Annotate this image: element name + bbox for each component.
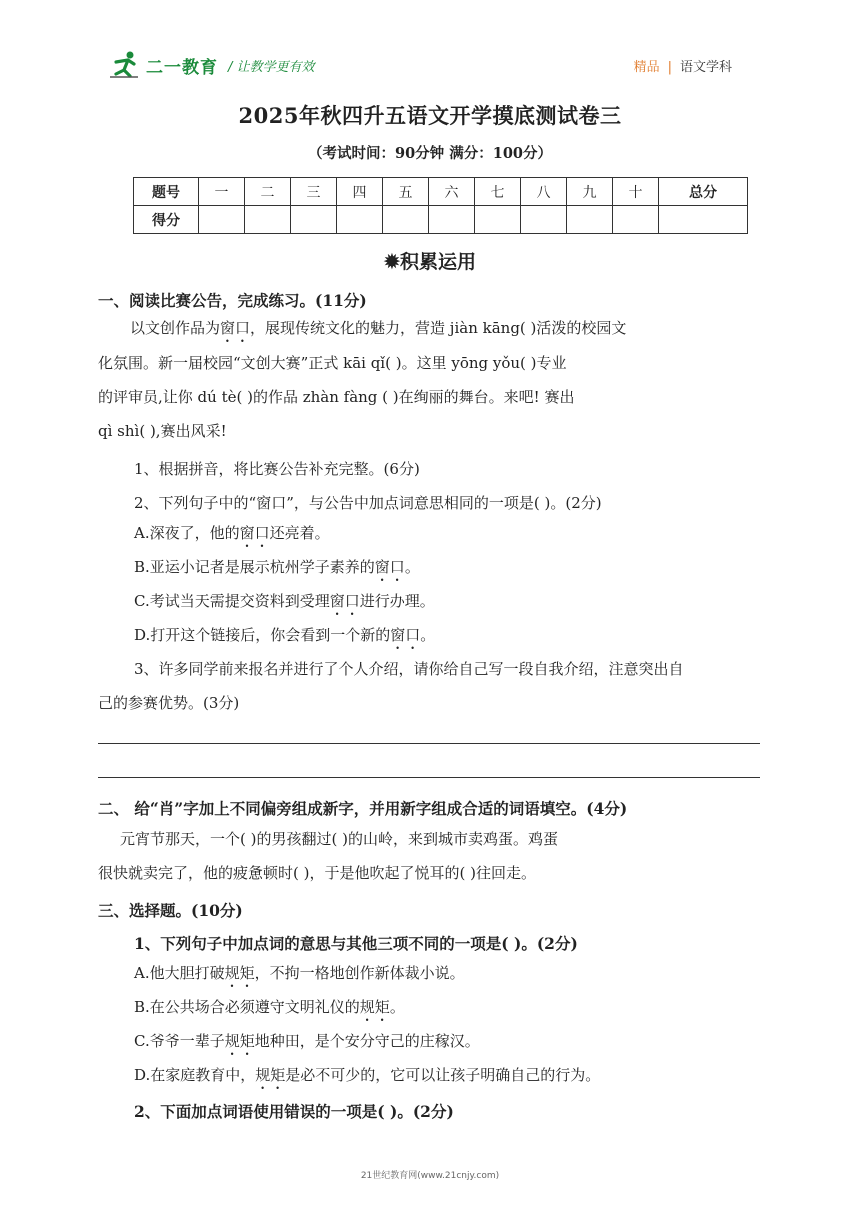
score-blank[interactable] [429, 206, 475, 234]
score-cell: 五 [383, 178, 429, 206]
q1-sub2: 2、下列句子中的“窗口”，与公告中加点词意思相同的一项是( )。(2分) [134, 494, 602, 512]
answer-line[interactable] [98, 743, 760, 744]
dotted-word: 规矩 [359, 998, 390, 1016]
score-table-score-row [134, 206, 748, 234]
answer-line[interactable] [98, 777, 760, 778]
score-blank[interactable] [337, 206, 383, 234]
text-run: 还亮着。 [269, 524, 330, 542]
score-cell: 七 [475, 178, 521, 206]
dotted-word: 规矩 [224, 1032, 255, 1050]
q3-title: 三、选择题。(10分) [98, 901, 243, 920]
runner-logo-icon [108, 50, 142, 80]
tag-divider: | [667, 60, 672, 75]
text-run: A.他大胆打破 [134, 964, 225, 982]
text-run: ，展现传统文化的魅力，营造 jiàn kāng( )活泼的校园文 [250, 319, 627, 337]
tag-jingpin: 精品 [633, 60, 660, 75]
page-footer: 21世纪教育网(www.21cnjy.com) [360, 1171, 500, 1181]
text-run: 。 [420, 626, 436, 644]
q1-sub1: 1、根据拼音，将比赛公告补充完整。(6分) [134, 460, 420, 478]
section-title: ✹积累运用 [384, 251, 476, 273]
page-subtitle: （考试时间：90分钟 满分：100分） [308, 145, 552, 162]
dotted-word: 窗口 [220, 319, 251, 337]
text-run: ，不拘一格地创作新体裁小说。 [254, 964, 465, 982]
slogan-text: 让教学更有效 [236, 59, 315, 75]
q2-passage [98, 822, 762, 890]
q1-sub3-line: 3、许多同学前来报名并进行了个人介绍，请你给自己写一段自我介绍，注意突出自 [134, 660, 684, 678]
text-run: C.考试当天需提交资料到受理 [134, 592, 330, 610]
text-run: B.在公共场合必须遵守文明礼仪的 [134, 998, 360, 1016]
q1-option-c[interactable] [134, 590, 435, 619]
score-cell: 四 [337, 178, 383, 206]
score-blank[interactable] [567, 206, 613, 234]
q1-passage-line: 化氛围。新一届校园“文创大赛”正式 kāi qǐ( )。这里 yōng yǒu( )专业 [98, 354, 567, 372]
text-run: 进行办理。 [359, 592, 435, 610]
text-run: B.亚运小记者是展示杭州学子素养的 [134, 558, 375, 576]
score-blank[interactable] [383, 206, 429, 234]
text-run: D.在家庭教育中， [134, 1066, 256, 1084]
dotted-word: 窗口 [329, 592, 360, 610]
text-run: 。 [404, 558, 420, 576]
score-cell: 总分 [659, 178, 748, 206]
score-cell: 十 [613, 178, 659, 206]
q1-passage [98, 311, 762, 448]
q2-passage-line: 很快就卖完了，他的疲惫顿时( )，于是他吹起了悦耳的( )往回走。 [98, 864, 536, 882]
header-logo [108, 48, 315, 82]
q1-option-a[interactable] [134, 522, 330, 551]
score-table-header-row [134, 178, 748, 206]
q3-option-c[interactable] [134, 1030, 480, 1059]
score-cell: 二 [245, 178, 291, 206]
text-run: 。 [389, 998, 405, 1016]
text-run: 以文创作品为 [130, 319, 221, 337]
slogan: / 让教学更有效 [228, 59, 315, 75]
score-blank[interactable] [659, 206, 748, 234]
score-blank[interactable] [475, 206, 521, 234]
text-run: A.深夜了，他的 [134, 524, 240, 542]
dotted-word: 规矩 [255, 1066, 286, 1084]
q1-title: 一、阅读比赛公告，完成练习。(11分) [98, 291, 367, 310]
score-row-label: 得分 [134, 206, 199, 234]
text-run: C.爷爷一辈子 [134, 1032, 225, 1050]
score-cell: 题号 [134, 178, 199, 206]
text-run: D.打开这个链接后，你会看到一个新的 [134, 626, 391, 644]
q1-sub3-line: 己的参赛优势。(3分) [98, 694, 240, 712]
score-cell: 三 [291, 178, 337, 206]
q2-passage-line: 元宵节那天，一个( )的男孩翻过( )的山岭，来到城市卖鸡蛋。鸡蛋 [120, 830, 558, 848]
score-blank[interactable] [291, 206, 337, 234]
q2-title: 二、 给“肖”字加上不同偏旁组成新字，并用新字组成合适的词语填空。(4分) [98, 799, 628, 818]
q1-passage-line: 的评审员,让你 dú tè( )的作品 zhàn fàng ( )在绚丽的舞台。来吧! 赛出 [98, 388, 575, 406]
text-run: 是必不可少的，它可以让孩子明确自己的行为。 [285, 1066, 601, 1084]
score-table [133, 177, 748, 234]
score-cell: 九 [567, 178, 613, 206]
header-tags [634, 56, 732, 75]
logo-text: 二一教育 [146, 57, 218, 78]
q1-option-b[interactable] [134, 556, 420, 585]
score-blank[interactable] [613, 206, 659, 234]
q3-option-d[interactable] [134, 1064, 600, 1093]
dotted-word: 窗口 [390, 626, 421, 644]
q1-passage-line [98, 311, 762, 346]
score-blank[interactable] [521, 206, 567, 234]
q3-option-a[interactable] [134, 962, 465, 991]
score-blank[interactable] [199, 206, 245, 234]
q1-passage-line: qì shì( ),赛出风采! [98, 422, 227, 440]
score-cell: 六 [429, 178, 475, 206]
dotted-word: 窗口 [374, 558, 405, 576]
score-cell: 八 [521, 178, 567, 206]
score-blank[interactable] [245, 206, 291, 234]
tag-subject: 语文学科 [679, 60, 732, 75]
q3-sub1: 1、下列句子中加点词的意思与其他三项不同的一项是( )。(2分) [134, 934, 578, 953]
page-title: 2025年秋四升五语文开学摸底测试卷三 [238, 103, 622, 128]
text-run: 地种田，是个安分守己的庄稼汉。 [254, 1032, 480, 1050]
q3-sub2: 2、下面加点词语使用错误的一项是( )。(2分) [134, 1102, 454, 1121]
q3-option-b[interactable] [134, 996, 405, 1025]
score-cell: 一 [199, 178, 245, 206]
q1-option-d[interactable] [134, 624, 435, 653]
q1-sub3 [98, 652, 762, 720]
dotted-word: 窗口 [239, 524, 270, 542]
dotted-word: 规矩 [224, 964, 255, 982]
